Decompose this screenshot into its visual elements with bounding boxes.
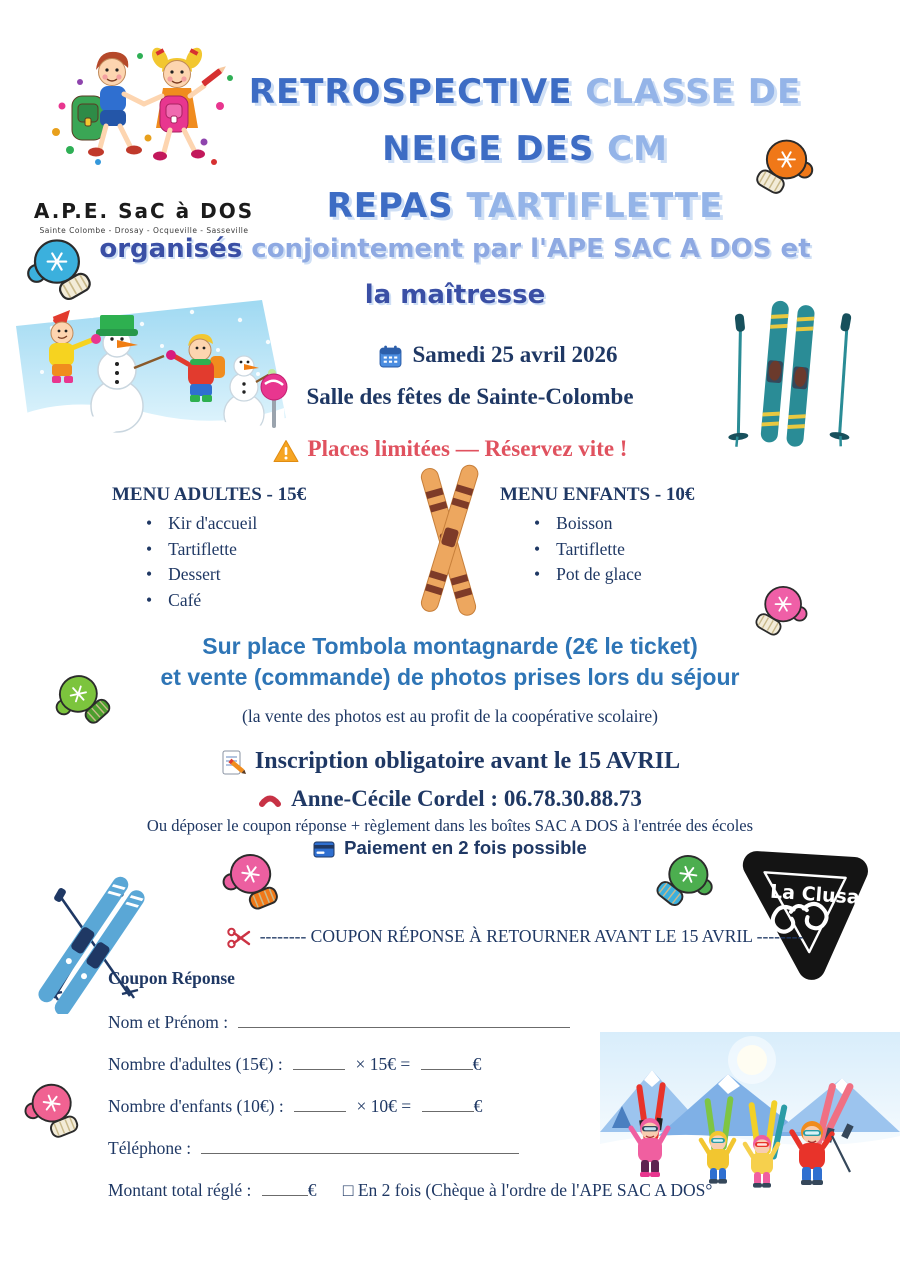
- warning-icon: [273, 439, 299, 463]
- warning-row: [0, 436, 900, 463]
- field-name-label: Nom et Prénom :: [108, 1012, 229, 1032]
- field-total-label: Montant total réglé :: [108, 1180, 252, 1200]
- field-total: [108, 1180, 712, 1201]
- field-kids-mid: × 10€ =: [356, 1096, 412, 1116]
- menu-item: • Café: [146, 590, 342, 611]
- mitten-icon: [216, 844, 293, 921]
- menu-adults-title: MENU ADULTES - 15€: [112, 484, 307, 505]
- ape-logo: [28, 42, 260, 235]
- phone-icon: [258, 791, 282, 811]
- memo-icon: [220, 749, 246, 776]
- mitten-icon: [646, 844, 721, 919]
- crossed-skis-illustration: [383, 460, 513, 624]
- tombola-line-2: et vente (commande) de photos prises lors du séjour: [160, 664, 740, 690]
- field-kids: [108, 1096, 482, 1117]
- menu-item: • Tartiflette: [146, 539, 342, 560]
- menu-item: • Dessert: [146, 564, 342, 585]
- field-kids-label: Nombre d'enfants (10€) :: [108, 1096, 284, 1116]
- event-date-row: [0, 342, 900, 369]
- menu-item: • Tartiflette: [534, 539, 730, 560]
- photos-note: (la vente des photos est au profit de la coopérative scolaire): [242, 706, 658, 726]
- cutline-row: [140, 926, 890, 950]
- contact-text: Anne-Cécile Cordel : 06.78.30.88.73: [291, 786, 642, 811]
- badge-label: La Clusaz: [769, 880, 872, 910]
- field-adults-suffix: €: [472, 1054, 482, 1074]
- inscription-text: Inscription obligatoire avant le 15 AVRIL: [254, 748, 681, 774]
- field-adults-mid: × 15€ =: [355, 1054, 411, 1074]
- menu-adults-list: [146, 513, 342, 611]
- coupon-heading: Coupon Réponse: [108, 968, 235, 988]
- menu-item: • Boisson: [534, 513, 730, 534]
- field-total-checkbox: □ En 2 fois (Chèque à l'ordre de l'APE SAC A DOS°: [342, 1180, 713, 1200]
- event-date: Samedi 25 avril 2026: [412, 342, 618, 367]
- field-name-blank: [238, 1012, 570, 1028]
- field-phone-label: Téléphone :: [108, 1138, 192, 1158]
- calendar-icon: [378, 344, 403, 369]
- field-total-blank: [262, 1180, 308, 1196]
- title-block: [232, 64, 818, 235]
- la-clusaz-badge: [730, 829, 885, 995]
- mitten-icon: [24, 232, 100, 308]
- contact-row: [0, 786, 900, 812]
- credit-card-icon: [313, 841, 335, 858]
- title-line-3: REPAS TARTIFLETTE: [326, 186, 724, 226]
- title-line-2: NEIGE DES CM: [382, 129, 668, 169]
- mitten-icon: [748, 133, 816, 201]
- dropoff-text: Ou déposer le coupon réponse + règlement dans les boîtes SAC A DOS à l'entrée des écoles: [146, 816, 754, 835]
- ski-kids-illustration: [600, 1032, 900, 1232]
- field-phone: [108, 1138, 519, 1159]
- field-adults: [108, 1054, 481, 1075]
- cutline-text: -------- COUPON RÉPONSE À RETOURNER AVANT LE 15 AVRIL --------: [259, 926, 804, 947]
- tombola-line-1: Sur place Tombola montagnarde (2€ le ticket): [202, 633, 698, 659]
- logo-kids-illustration: [39, 42, 249, 192]
- snowman-scene-illustration: [12, 298, 290, 450]
- subtitle-line-2: la maîtresse: [364, 280, 546, 310]
- field-kids-suffix: €: [473, 1096, 483, 1116]
- menu-item: • Pot de glace: [534, 564, 730, 585]
- scissors-icon: [227, 926, 251, 950]
- menu-kids-title: MENU ENFANTS - 10€: [500, 484, 695, 505]
- field-phone-blank: [201, 1138, 519, 1154]
- field-adults-count-blank: [293, 1054, 345, 1070]
- logo-org-name: A.P.E. SaC à DOS: [33, 199, 255, 223]
- menu-kids: [500, 484, 730, 590]
- field-total-suffix: €: [307, 1180, 317, 1200]
- logo-villages: Sainte Colombe - Drosay - Ocqueville - Sasseville: [39, 226, 249, 235]
- field-adults-label: Nombre d'adultes (15€) :: [108, 1054, 283, 1074]
- menu-kids-list: [534, 513, 730, 585]
- field-kids-total-blank: [422, 1096, 474, 1112]
- subtitle-line-1: organisés conjointement par l'APE SAC A DOS et: [99, 234, 811, 264]
- field-adults-total-blank: [421, 1054, 473, 1070]
- menu-item: • Kir d'accueil: [146, 513, 342, 534]
- mitten-icon: [18, 1074, 93, 1149]
- field-name: [108, 1012, 570, 1033]
- inscription-row: [0, 748, 900, 776]
- payment-text: Paiement en 2 fois possible: [344, 837, 587, 858]
- skis-illustration: [700, 296, 880, 456]
- warning-text: Places limitées — Réservez vite !: [307, 436, 628, 461]
- menu-adults: [112, 484, 342, 615]
- title-line-1: RETROSPECTIVE CLASSE DE: [248, 72, 802, 112]
- event-venue: Salle des fêtes de Sainte-Colombe: [306, 384, 634, 409]
- field-kids-count-blank: [294, 1096, 346, 1112]
